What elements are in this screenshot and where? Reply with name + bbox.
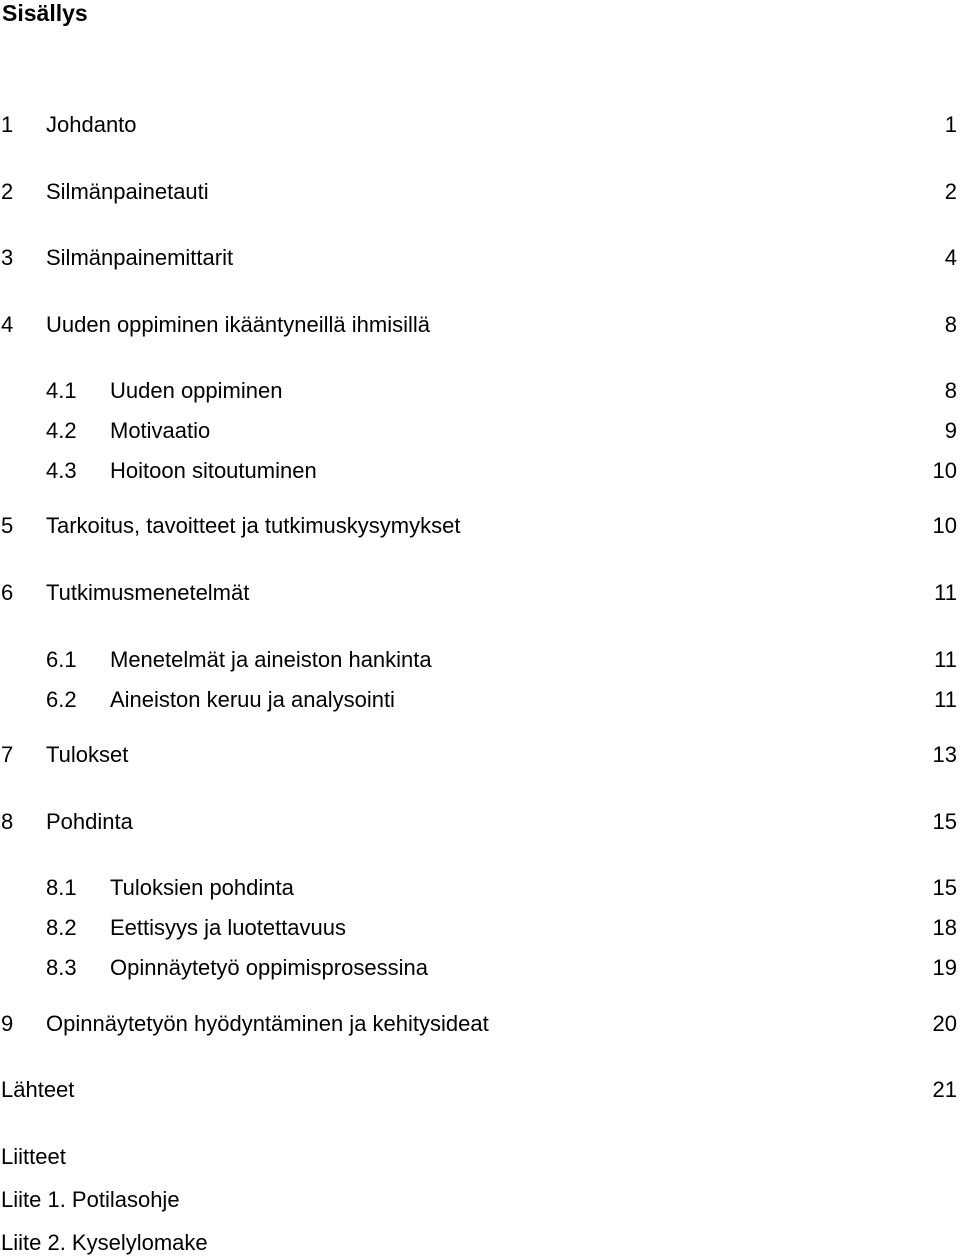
toc-entry-title: Tutkimusmenetelmät [46,580,250,605]
toc-entry-number: 4.1 [46,378,77,403]
toc-entry-title: Motivaatio [110,418,211,443]
toc-entry-page: 13 [932,742,957,767]
toc-entry-4-1[interactable] [0,377,957,405]
toc-entry-number: 5 [1,513,14,538]
toc-entry-6-1[interactable] [0,646,957,674]
toc-entry-5[interactable] [0,512,957,540]
toc-entry-2[interactable] [0,178,957,206]
toc-entry-page: 19 [932,955,957,980]
toc-entry-8[interactable] [0,808,957,836]
toc-entry-title: Tulokset [46,742,129,767]
toc-entry-number: 9 [1,1011,14,1036]
toc-entry-8-2[interactable] [0,914,957,942]
toc-entry-number: 4.3 [46,458,77,483]
toc-entry-page: 11 [934,687,957,712]
toc-entry-title: Uuden oppiminen [110,378,283,403]
toc-entry-page: 10 [932,458,957,483]
appendix-item-2[interactable]: Liite 2. Kyselylomake [1,1230,208,1255]
page-title: Sisällys [2,0,88,26]
toc-entry-number: 8.1 [46,875,77,900]
toc-entry-page: 8 [944,378,957,403]
toc-entry-4-3[interactable] [0,457,957,485]
toc-entry-title: Silmänpainemittarit [46,245,234,270]
toc-entry-number: 6.2 [46,687,77,712]
toc-entry-page: 11 [934,580,957,605]
appendix-item-1[interactable]: Liite 1. Potilasohje [1,1187,180,1212]
toc-entry-7[interactable] [0,741,957,769]
toc-entry-page: 20 [932,1011,957,1036]
toc-entry-number: 1 [1,112,14,137]
toc-entry-number: 3 [1,245,14,270]
toc-entry-8-1[interactable] [0,874,957,902]
appendices-heading: Liitteet [1,1144,66,1169]
toc-entry-number: 2 [1,179,14,204]
toc-entry-page: 10 [932,513,957,538]
toc-entry-number: 4 [1,312,14,337]
toc-entry-page: 11 [934,647,957,672]
toc-entry-1[interactable] [0,111,957,139]
toc-entry-title: Uuden oppiminen ikääntyneillä ihmisillä [46,312,430,337]
toc-entry-title: Pohdinta [46,809,133,834]
toc-entry-number: 7 [1,742,14,767]
toc-entry-references[interactable] [0,1076,957,1104]
toc-entry-9[interactable] [0,1010,957,1038]
toc-entry-title: Menetelmät ja aineiston hankinta [110,647,432,672]
toc-entry-page: 2 [944,179,957,204]
toc-entry-page: 8 [944,312,957,337]
toc-entry-6[interactable] [0,579,957,607]
toc-entry-title: Tarkoitus, tavoitteet ja tutkimuskysymykset [46,513,461,538]
toc-entry-8-3[interactable] [0,954,957,982]
toc-entry-4-2[interactable] [0,417,957,445]
toc-entry-4[interactable] [0,311,957,339]
toc-entry-page: 9 [944,418,957,443]
toc-entry-number: 8 [1,809,14,834]
toc-entry-3[interactable] [0,244,957,272]
toc-entry-title: Silmänpainetauti [46,179,209,204]
toc-entry-page: 15 [932,875,957,900]
toc-entry-number: 6.1 [46,647,77,672]
toc-entry-title: Aineiston keruu ja analysointi [110,687,395,712]
toc-entry-page: 1 [944,112,957,137]
toc-entry-page: 21 [932,1077,957,1102]
toc-entry-number: 6 [1,580,14,605]
toc-entry-title: Hoitoon sitoutuminen [110,458,317,483]
toc-entry-number: 4.2 [46,418,77,443]
toc-entry-title: Lähteet [1,1077,75,1102]
toc-entry-number: 8.3 [46,955,77,980]
toc-entry-title: Johdanto [46,112,137,137]
toc-entry-page: 18 [932,915,957,940]
toc-entry-title: Eettisyys ja luotettavuus [110,915,347,940]
toc-entry-page: 4 [944,245,957,270]
toc-entry-page: 15 [932,809,957,834]
toc-entry-6-2[interactable] [0,686,957,714]
toc-entry-title: Tuloksien pohdinta [110,875,294,900]
toc-entry-title: Opinnäytetyön hyödyntäminen ja kehitysideat [46,1011,489,1036]
toc-entry-title: Opinnäytetyö oppimisprosessina [110,955,428,980]
toc-entry-number: 8.2 [46,915,77,940]
